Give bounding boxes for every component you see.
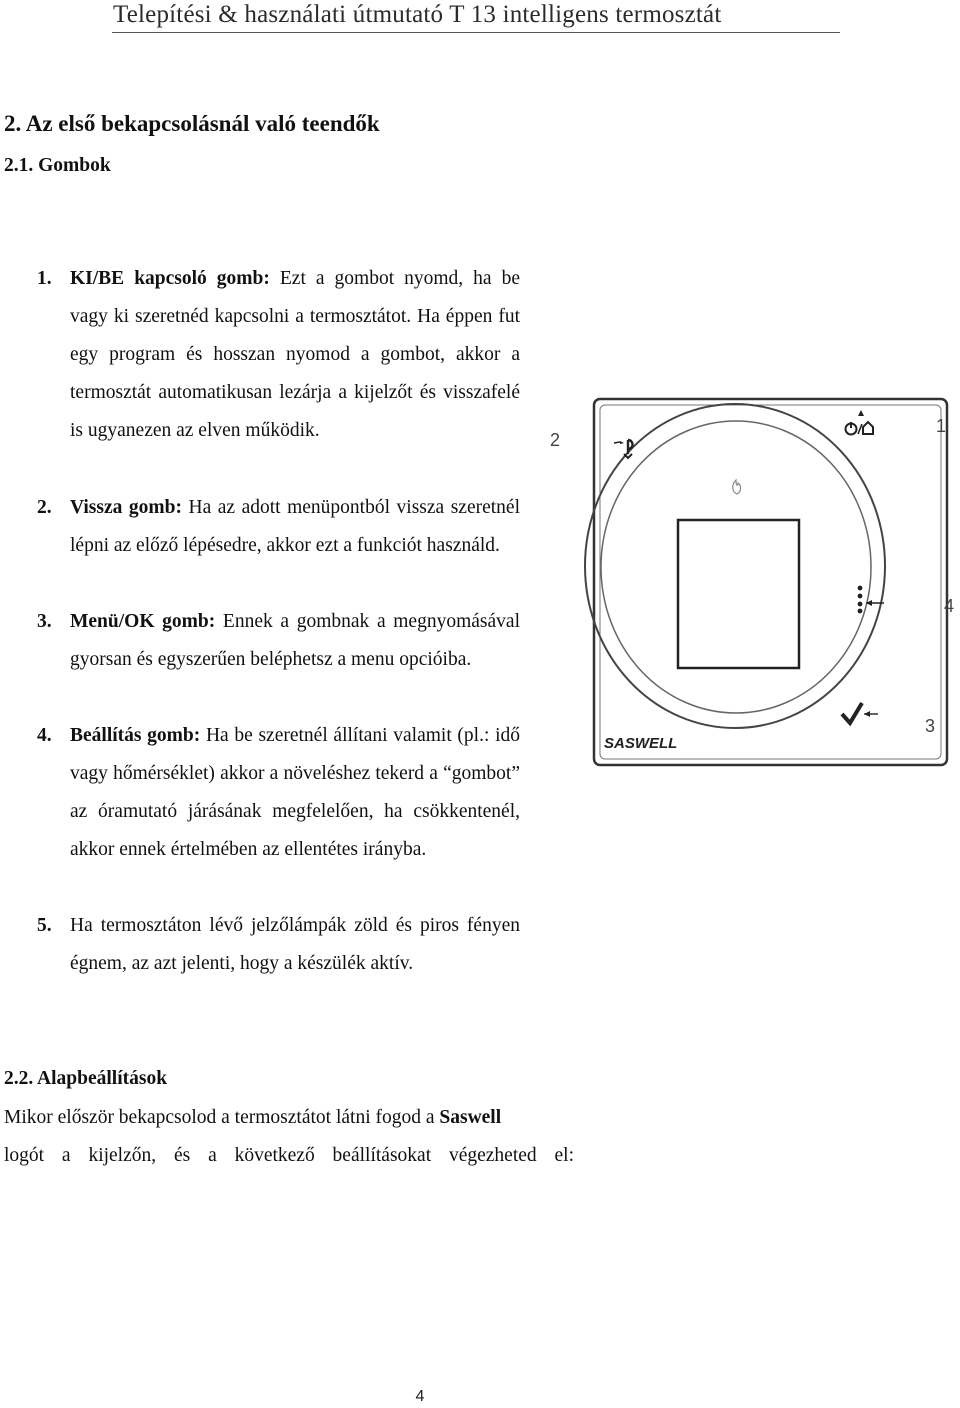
- list-item-text: Ennek a gombnak a megnyomásával gyorsan és egyszerűen beléphetsz a menu opcióiba.: [70, 611, 520, 670]
- subsection2-heading: 2.2. Alapbeállítások: [4, 1068, 168, 1089]
- page-number: 4: [415, 1388, 425, 1405]
- list-item-text: Ha termosztáton lévő jelzőlámpák zöld és piros fényen égnem, az azt jelenti, hogy a készülék aktív.: [70, 915, 520, 974]
- list-number-2: 2.: [37, 497, 52, 518]
- list-item-label: Vissza gomb:: [70, 497, 182, 518]
- list-number-1: 1.: [37, 268, 52, 289]
- callout-1: 1: [936, 416, 947, 436]
- brand-logo: SASWELL: [604, 735, 678, 752]
- paragraph-text-line2: logót a kijelzőn, és a következő beállításokat végezheted el:: [4, 1145, 574, 1166]
- brand-name: Saswell: [439, 1107, 502, 1128]
- list-number-4: 4.: [37, 725, 52, 746]
- callout-2: 2: [550, 430, 561, 450]
- list-item-5: [70, 907, 520, 983]
- list-item-2: [70, 489, 520, 565]
- list-item-text: Ha az adott menüpontból vissza szeretnél lépni az előző lépésedre, akkor ezt a funkciót használd.: [70, 497, 520, 556]
- subsection2-paragraph: [4, 1099, 574, 1175]
- list-item-4: [70, 717, 520, 869]
- subsection-heading: 2.1. Gombok: [4, 155, 111, 176]
- callout-3: 3: [925, 716, 936, 736]
- list-item-label: Beállítás gomb:: [70, 725, 201, 746]
- header-divider: [112, 32, 840, 33]
- list-item-label: Menü/OK gomb:: [70, 611, 216, 632]
- list-item-text: Ezt a gombot nyomd, ha be vagy ki szeretnéd kapcsolni a termosztátot. Ha éppen fut egy program és hosszan nyomod a gombot, akkor a termosztát automatikusan lezárja a kijelzőt és visszafelé is ugyanezen az elven működik.: [70, 268, 521, 441]
- callout-4: 4: [944, 596, 955, 616]
- paragraph-text: Mikor először bekapcsolod a termosztátot látni fogod a: [4, 1107, 440, 1128]
- list-item-3: [70, 603, 520, 679]
- thermostat-drawing: [548, 396, 960, 768]
- document-header: Telepítési & használati útmutató T 13 intelligens termosztát: [113, 1, 722, 28]
- list-item-label: KI/BE kapcsoló gomb:: [70, 268, 270, 289]
- list-number-5: 5.: [37, 915, 52, 936]
- thermostat-figure: [548, 396, 960, 768]
- list-number-3: 3.: [37, 611, 52, 632]
- list-item-1: [70, 260, 520, 450]
- list-item-text: Ha be szeretnél állítani valamit (pl.: idő vagy hőmérséklet) akkor a növeléshez tekerd a “gombot” az óramutató járásának megfelelően, ha csökkentenél, akkor ennek értelmében az ellentétes irányba.: [70, 725, 520, 860]
- section-heading: 2. Az első bekapcsolásnál való teendők: [4, 111, 380, 136]
- display-screen: [678, 520, 799, 668]
